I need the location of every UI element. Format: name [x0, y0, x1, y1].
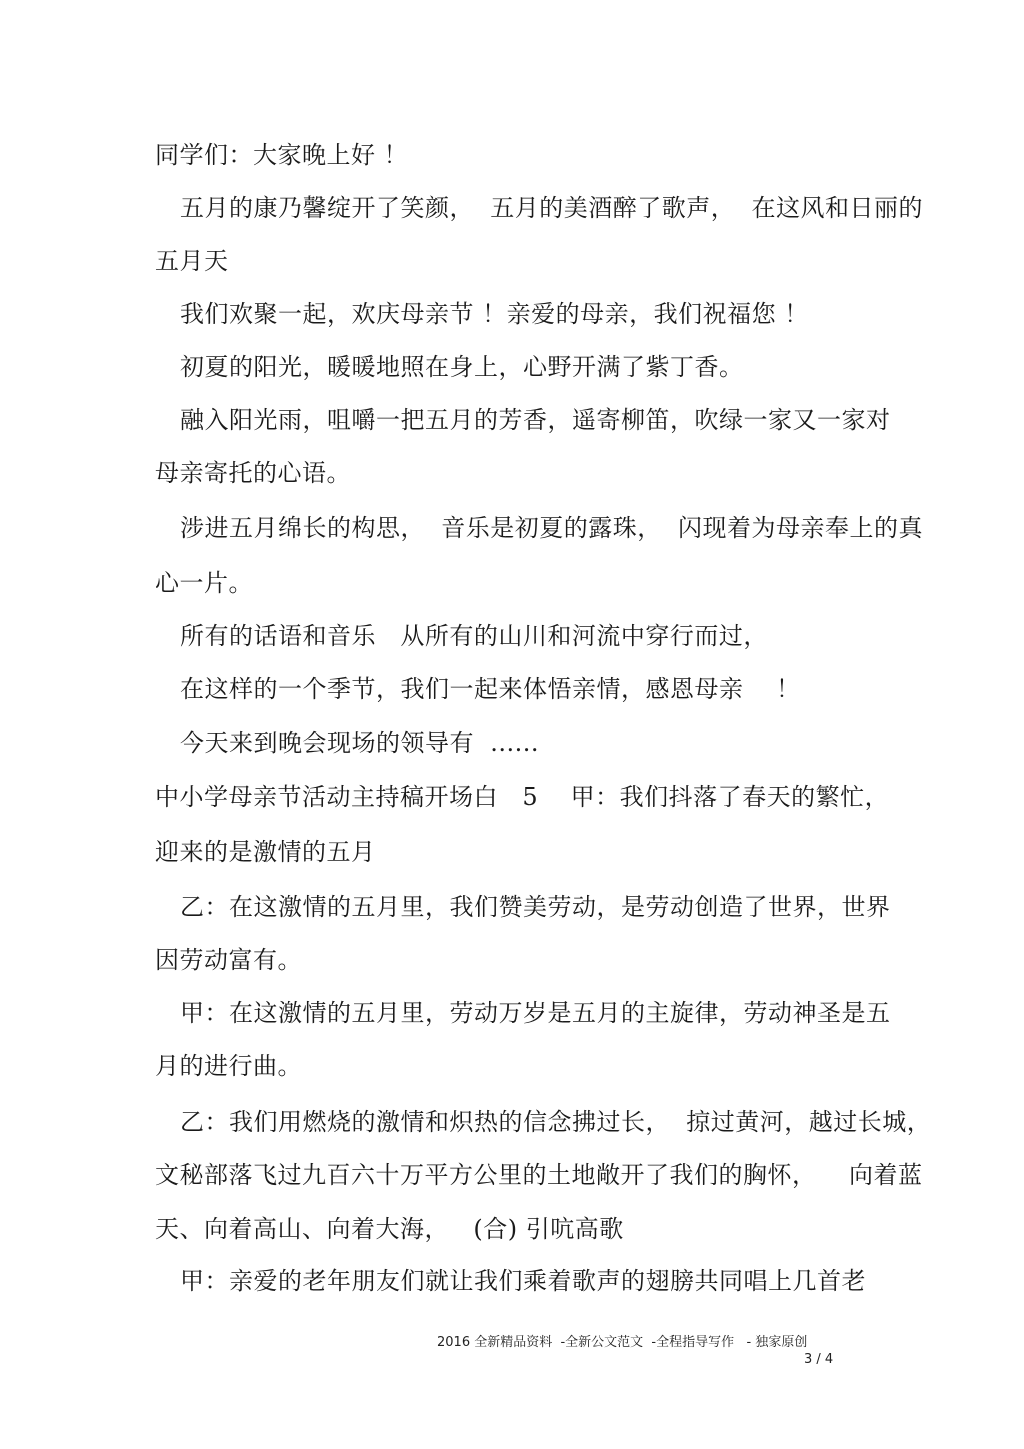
text-line: 融入阳光雨，咀嚼一把五月的芳香，遥寄柳笛，吹绿一家又一家对: [180, 406, 891, 434]
text-line: 五月天: [155, 247, 229, 275]
text-line: 乙：我们用燃烧的激情和炽热的信念拂过长， 掠过黄河，越过长城，: [180, 1108, 932, 1136]
footer-caption: 2016 全新精品资料 -全新公文范文 -全程指导写作 - 独家原创: [437, 1335, 808, 1350]
text-line: 今天来到晚会现场的领导有 ......: [180, 729, 540, 757]
text-line: 五月的康乃馨绽开了笑颜， 五月的美酒醉了歌声， 在这风和日丽的: [180, 194, 924, 222]
text-line: 天、向着高山、向着大海， (合) 引吭高歌: [155, 1215, 624, 1243]
text-line: 因劳动富有。: [155, 946, 302, 974]
text-line: 在这样的一个季节，我们一起来体悟亲情，感恩母亲 ！: [180, 675, 801, 703]
text-line: 母亲寄托的心语。: [155, 459, 351, 487]
text-line: 迎来的是激情的五月: [155, 838, 376, 866]
text-line: 甲：亲爱的老年朋友们就让我们乘着歌声的翅膀共同唱上几首老: [180, 1267, 866, 1295]
text-line: 月的进行曲。: [155, 1052, 302, 1080]
text-line: 心一片。: [155, 569, 253, 597]
text-line: 甲：在这激情的五月里，劳动万岁是五月的主旋律，劳动神圣是五: [180, 999, 891, 1027]
text-line: 初夏的阳光，暖暖地照在身上，心野开满了紫丁香。: [180, 353, 744, 381]
page-number: 3 / 4: [804, 1352, 834, 1367]
text-line: 所有的话语和音乐 从所有的山川和河流中穿行而过，: [180, 622, 768, 650]
text-line: 中小学母亲节活动主持稿开场白 5 甲：我们抖落了春天的繁忙，: [155, 783, 890, 811]
text-line: 文秘部落飞过九百六十万平方公里的土地敞开了我们的胸怀， 向着蓝: [155, 1161, 923, 1189]
text-line: 同学们：大家晚上好 ！: [155, 141, 409, 169]
text-line: 乙：在这激情的五月里，我们赞美劳动，是劳动创造了世界，世界: [180, 893, 891, 921]
text-line: 我们欢聚一起，欢庆母亲节 ！亲爱的母亲，我们祝福您 ！: [180, 300, 809, 328]
text-line: 涉进五月绵长的构思， 音乐是初夏的露珠， 闪现着为母亲奉上的真: [180, 514, 924, 542]
